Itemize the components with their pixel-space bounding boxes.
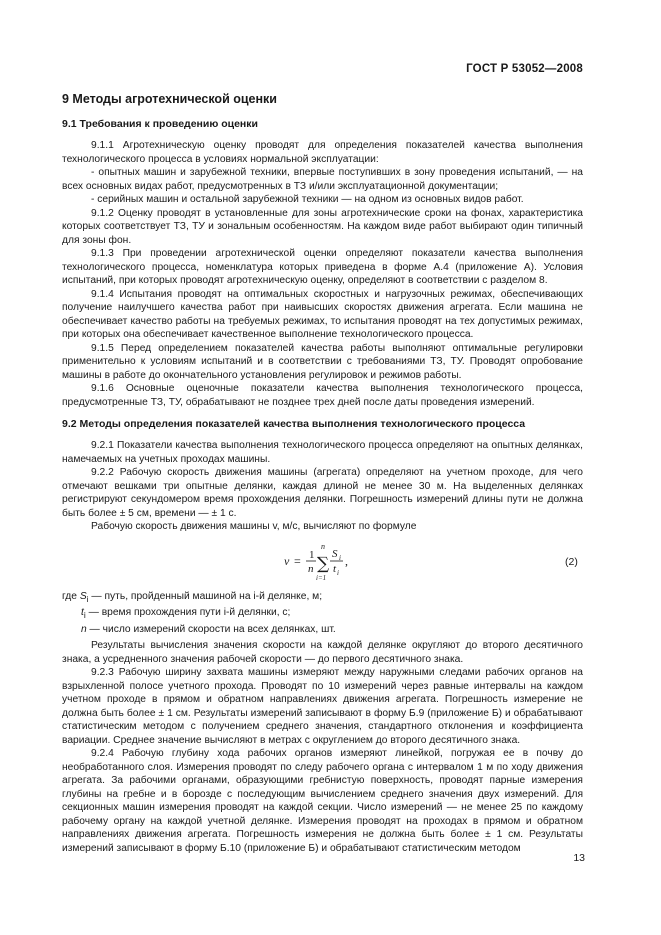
paragraph-9-1-5: 9.1.5 Перед определением показателей качества работы выполняют оптимальные регулировки применительно к условиям испытаний и в соответствии с требованиями ТЗ, ТУ. Проводят опробование машины в работе до окончательного установления регулировок и режимов работы. xyxy=(62,342,583,381)
formula-frac-num: S xyxy=(332,547,338,560)
definition-symbol: n xyxy=(81,623,87,635)
paragraph-9-1-3: 9.1.3 При проведении агротехнической оценки определяют показатели качества выполнения технологического процесса, номенклатура которых приведена в форме А.4 (приложение А). Условия испытаний, при которых проводят агротехническую оценку, определяют в соответствии с разделом 8. xyxy=(62,248,583,286)
formula-sum-bottom: i=1 xyxy=(316,573,327,582)
paragraph-9-1-2: 9.1.2 Оценку проводят в установленные для зоны агротехнические сроки на фонах, характеристика которых соответствует ТЗ, ТУ и зональным особенностям. На каждом виде работ выбирают один типичный для зоны фон. xyxy=(62,207,583,246)
paragraph-9-2-2: 9.2.2 Рабочую скорость движения машины (агрегата) определяют на учетном проходе, для чего отмечают вешками три опытные делянки, каждая длиной не менее 30 м. На выделенных делянках регистрируют секундомером время прохождения делянки. Погрешность измерений длины пути не должна быть более ± 5 см, времени — ± 1 с. xyxy=(62,467,583,519)
subsection-title-9-2: 9.2 Методы определения показателей качества выполнения технологического процесса xyxy=(62,418,526,430)
velocity-formula xyxy=(62,540,583,586)
definition-subscript: i xyxy=(86,593,89,604)
definition-text: — путь, пройденный машиной на i-й делянке, м; xyxy=(88,590,323,602)
formula-coef-den: n xyxy=(308,562,314,575)
definition-symbol: S xyxy=(79,590,87,602)
formula-frac-num-sub: i xyxy=(339,553,341,562)
list-item: - серийных машин и остальной зарубежной техники — на одном из основных видов работ. xyxy=(91,194,524,205)
paragraph-9-2-1: 9.2.1 Показатели качества выполнения технологического процесса определяют на опытных делянках, намечаемых на учетных проходах машины. xyxy=(62,440,583,465)
formula-number: (2) xyxy=(565,555,578,568)
formula-equals: = xyxy=(294,553,301,568)
paragraph-9-1-4: 9.1.4 Испытания проводят на оптимальных скоростных и нагрузочных режимах, обеспечивающих получение наилучшего качества работ при наивысших скоростях движения агрегата. Если машина не обеспечивает качество работы на требуемых режимах, то испытания проводят на тех допустимых режимах, при которых она обеспечивает качественное выполнение технологического процесса. xyxy=(62,288,583,340)
subsection-title-9-1: 9.1 Требования к проведению оценки xyxy=(62,118,258,130)
formula-comma: , xyxy=(345,553,348,568)
document-content xyxy=(62,92,583,855)
definition-subscript: i xyxy=(83,610,86,621)
formula-coef-num: 1 xyxy=(309,548,315,561)
formula-frac-den: t xyxy=(333,562,337,575)
formula-frac-den-sub: i xyxy=(337,568,339,577)
formula-definitions xyxy=(62,590,583,640)
paragraph-rounding: Результаты вычисления значения скорости на каждой делянке округляют до второго десятичного знака, а усредненного значения рабочей скорости — до первого десятичного знака. xyxy=(62,640,583,665)
formula-intro: Рабочую скорость движения машины v, м/с, вычисляют по формуле xyxy=(91,521,417,532)
standard-header: ГОСТ Р 53052—2008 xyxy=(466,63,583,75)
paragraph-9-1-6: 9.1.6 Основные оценочные показатели качества выполнения технологического процесса, предусмотренные ТЗ, ТУ, обрабатывают не позднее трех дней после даты проведения измерений. xyxy=(62,383,583,408)
definition-symbol: t xyxy=(81,607,84,619)
formula-sum-top: n xyxy=(321,541,325,551)
paragraph-9-2-4: 9.2.4 Рабочую глубину хода рабочих органов измеряют линейкой, погружая ее в почву до необработанного слоя. Измерения проводят по следу рабочего органа с интервалом 1 м по ходу движения агрегата. За рабочими органами, образующими гребнистую поверхность, проводят парные измерения глубины на гребне и в борозде с последующим вычислением среднего значения двух измерений. Для секционных машин измерения проводят на каждой секции. Число измерений — не менее 25 по каждому рабочему органу на каждой учетной делянке. Измерения проводят на проходах в прямом и обратном направлениях движения агрегата. Погрешность измерения не должна быть более ± 1 см. Результаты измерений записывают в форму Б.10 (приложение Б) и обрабатывают статистическим методом xyxy=(62,748,583,854)
definition-row xyxy=(62,623,583,640)
formula-sum-sign: ∑ xyxy=(317,553,330,574)
definition-lead: где xyxy=(62,590,80,602)
definition-text: — время прохождения пути i-й делянки, с; xyxy=(85,607,291,619)
definition-row xyxy=(62,590,583,607)
page-number: 13 xyxy=(573,852,585,864)
definition-text: — число измерений скорости на всех делянках, шт. xyxy=(86,623,336,635)
formula-lhs: v xyxy=(284,553,290,568)
list-item: - опытных машин и зарубежной техники, впервые поступивших в зону проведения испытаний, — на всех основных видах работ, предусмотренных в ТЗ и/или эксплуатационной документации; xyxy=(62,167,583,192)
section-title: 9 Методы агротехнической оценки xyxy=(62,92,277,106)
paragraph-9-2-3: 9.2.3 Рабочую ширину захвата машины измеряют между наружными следами рабочих органов на взрыхленной полосе учетного прохода. Проводят по 10 измерений через равные интервалы на каждом учетном проходе в прямом и обратном направлениях движения агрегата. Погрешность измерение не должна быть более ± 1 см. Результаты измерений записывают в форму Б.9 (приложение Б) и обрабатывают статистическим методом с получением среднего значения, стандартного отклонения и коэффициента вариации. Среднее значение вычисляют в метрах с округлением до второго десятичного знака. xyxy=(62,667,583,746)
definition-row xyxy=(62,606,583,623)
paragraph-9-1-1: 9.1.1 Агротехническую оценку проводят для определения показателей качества выполнения технологического процесса в условиях нормальной эксплуатации: xyxy=(62,140,583,165)
